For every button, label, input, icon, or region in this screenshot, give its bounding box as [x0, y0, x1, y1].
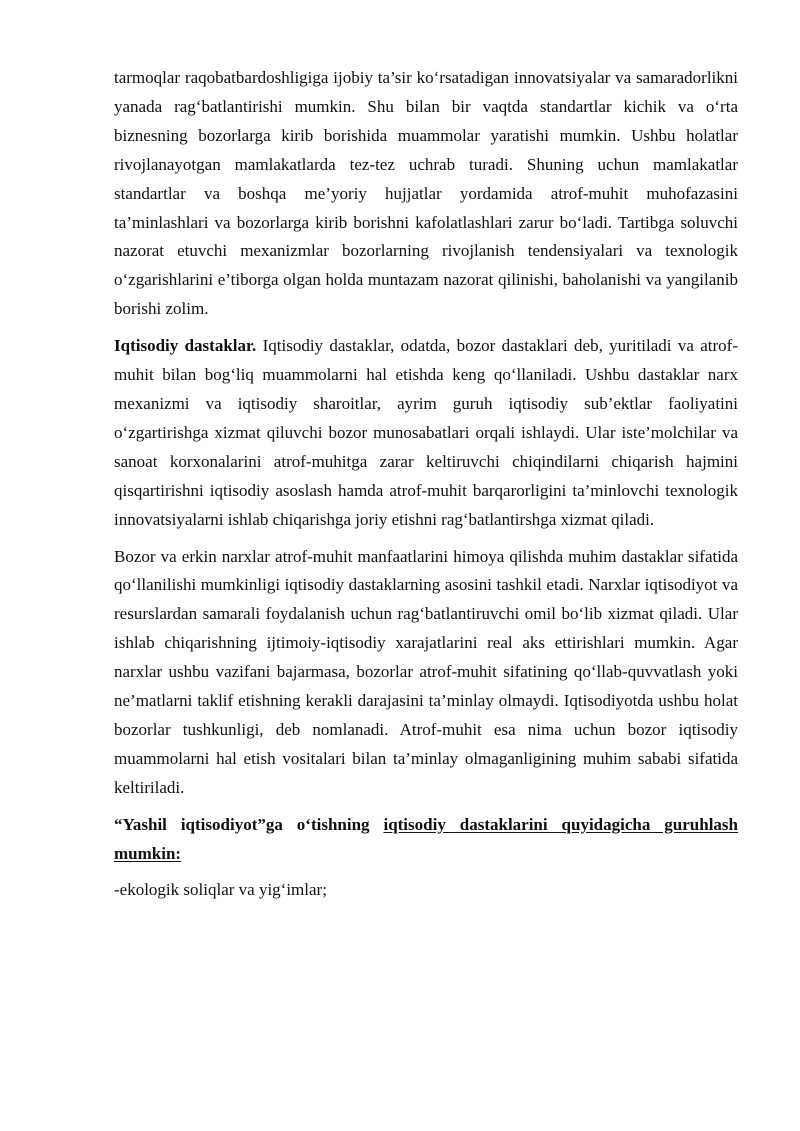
paragraph-green-economy-heading — [114, 811, 738, 869]
list-item-eco-taxes: -ekologik soliqlar va yig‘imlar; — [114, 880, 327, 900]
economic-levers-body: Iqtisodiy dastaklar, odatda, bozor dastaklari deb, yuritiladi va atrof-muhit bilan bog‘liq muammolarni hal etishda keng qo‘llaniladi. Ushbu dastaklar narx mexanizmi va iqtisodiy sharoitlar, ayrim guruh iqtisodiy sub’ektlar faoliyatini o‘zgartirishga xizmat qiluvchi bozor munosabatlari orqali ishlaydi. Ular iste’molchilar va sanoat korxonalarini atrof-muhitga zarar keltiruvchi chiqindilarni chiqarish hajmini qisqartirishni iqtisodiy asoslash hamda atrof-muhit barqarorligini ta’minlovchi texnologik innovatsiyalarni ishlab chiqarishga joriy etishni rag‘batlantirshga xizmat qiladi. — [114, 336, 738, 529]
economic-levers-heading: Iqtisodiy dastaklar. — [114, 336, 257, 356]
document-page — [114, 64, 738, 913]
green-economy-underlined: iqtisodiy dastaklarini quyidagicha guruhlash mumkin: — [114, 814, 738, 863]
paragraph-market-prices: Bozor va erkin narxlar atrof-muhit manfaatlarini himoya qilishda muhim dastaklar sifatida qo‘llanilishi mumkinligi iqtisodiy dastaklarning asosini tashkil etadi. Narxlar iqtisodiyot va resurslardan samarali foydalanish uchun rag‘batlantiruvchi omil bo‘lib xizmat qiladi. Ular ishlab chiqarishning ijtimoiy-iqtisodiy xarajatlarini real aks ettirishlari mumkin. Agar narxlar ushbu vazifani bajarmasa, bozorlar atrof-muhit sifatining qo‘llab-quvvatlash yoki ne’matlarni taklif etishning kerakli darajasini ta’minlay olmaydi. Iqtisodiyotda ushbu holat bozorlar tushkunligi, deb nomlanadi. Atrof-muhit esa nima uchun bozor iqtisodiy muammolarni hal etish vositalari bilan ta’minlay olmaganligining muhim sababi sifatida keltiriladi. — [114, 546, 738, 797]
paragraph-standards: tarmoqlar raqobatbardoshligiga ijobiy ta’sir ko‘rsatadigan innovatsiyalar va samaradorlikni yanada rag‘batlantirishi mumkin. Shu bilan bir vaqtda standartlar kichik va o‘rta biznesning bozorlarga kirib borishida muammolar yaratishi mumkin. Ushbu holatlar rivojlanayotgan mamlakatlarda tez-tez uchrab turadi. Shuning uchun mamlakatlar standartlar va boshqa me’yoriy hujjatlar yordamida atrof-muhit muhofazasini ta’minlashlari va bozorlarga kirib borishni kafolatlashlari zarur bo‘ladi. Tartibga soluvchi nazorat etuvchi mexanizmlar bozorlarning rivojlanish tendensiyalari va texnologik o‘zgarishlarini e’tiborga olgan holda muntazam nazorat qilinishi, baholanishi va yangilanib borishi zolim. — [114, 68, 738, 319]
paragraph-economic-levers — [114, 332, 738, 534]
green-economy-lead: “Yashil iqtisodiyot”ga o‘tishning — [114, 814, 384, 834]
